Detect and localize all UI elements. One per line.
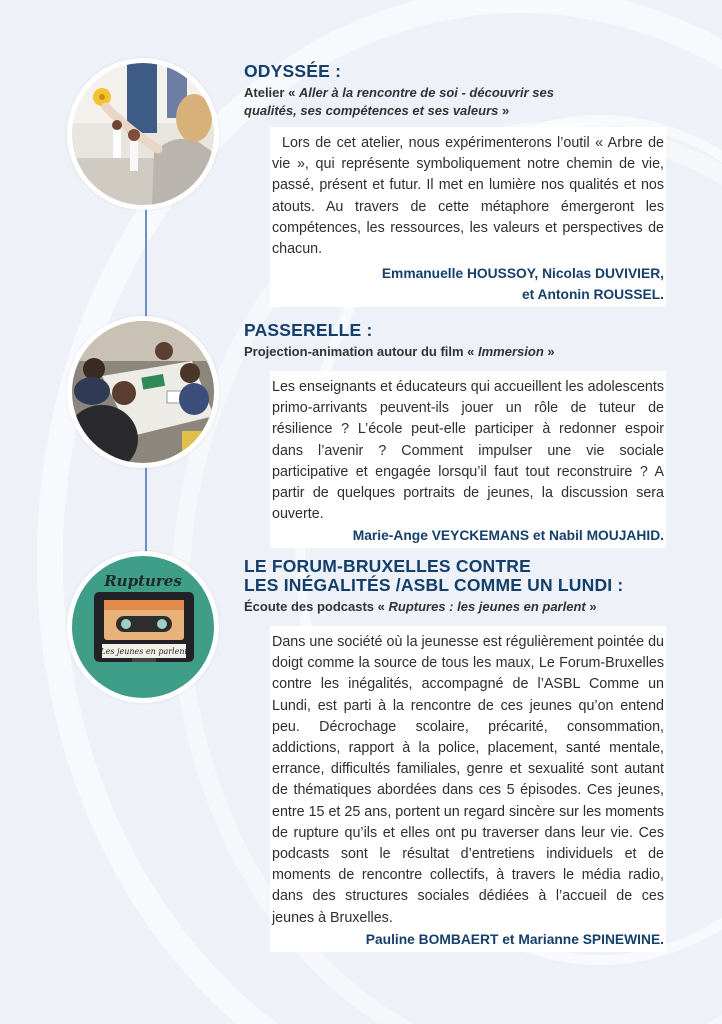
subtitle-emphasis: Immersion — [478, 344, 544, 359]
section-title: ODYSSÉE : — [244, 61, 342, 81]
timeline-connector — [145, 210, 147, 325]
section-subtitle — [244, 598, 664, 616]
section-odyssee — [244, 62, 664, 305]
description-panel — [272, 129, 664, 305]
section-title — [244, 557, 664, 595]
authors-line: Emmanuelle HOUSSOY, Nicolas DUVIVIER, — [381, 266, 664, 282]
section-forum-bruxelles — [244, 557, 664, 950]
cassette-podcast-icon — [72, 556, 214, 698]
subtitle-suffix: » — [498, 103, 510, 118]
cassette-circle-podcast — [67, 551, 219, 703]
photo-circle-passerelle — [67, 316, 219, 468]
authors-line: Pauline BOMBAERT et Marianne SPINEWINE. — [365, 931, 664, 947]
authors-line: Marie-Ange VEYCKEMANS et Nabil MOUJAHID. — [352, 528, 664, 544]
section-subtitle — [244, 343, 664, 361]
subtitle-emphasis: Ruptures : les jeunes en parlent — [388, 599, 586, 614]
description-panel — [272, 628, 664, 950]
description-panel — [272, 373, 664, 546]
title-line: LES INÉGALITÉS /ASBL COMME UN LUNDI : — [244, 575, 624, 595]
subtitle-prefix: Projection-animation autour du film « — [244, 344, 479, 359]
section-authors — [272, 929, 664, 950]
authors-line: et Antonin ROUSSEL. — [521, 287, 664, 303]
title-line: LE FORUM-BRUXELLES CONTRE — [244, 556, 531, 576]
subtitle-prefix: Écoute des podcasts « — [244, 599, 389, 614]
section-authors — [272, 525, 664, 546]
subtitle-suffix: » — [585, 599, 597, 614]
section-body: Lors de cet atelier, nous expérimenterons l’outil « Arbre de vie », qui représente symboliquement notre chemin de vie, passé, présent et futur. Il met en lumière nos qualités et nos atouts. Au travers de cette métaphore émergeront les compétences, les ressources, les valeurs et perspectives de chacun. — [272, 135, 664, 258]
section-title: PASSERELLE : — [244, 320, 373, 340]
subtitle-prefix: Atelier « — [244, 85, 299, 100]
workshop-photo-icon — [72, 63, 214, 205]
classroom-photo-icon — [72, 321, 214, 463]
section-passerelle — [244, 321, 664, 546]
section-body: Les enseignants et éducateurs qui accueillent les adolescents primo-arrivants peuvent-ils jouer un rôle de tuteur de résilience ? L’école peut-elle participer à redonner espoir dans l’avenir ? Comment impulser une vie sociale participative et engagée lorsqu’il faut tout reconstruire ? A partir de quelques portraits de jeunes, la discussion sera ouverte. — [272, 379, 664, 523]
section-authors — [272, 263, 664, 305]
section-subtitle — [244, 84, 589, 120]
section-body: Dans une société où la jeunesse est régulièrement pointée du doigt comme la source de tous les maux, Le Forum-Bruxelles contre les inégalités, accompagné de l’ASBL Comme un Lundi, est parti à la rencontre de ces jeunes qu’on entend peu. Décrochage scolaire, précarité, consommation, addictions, rapport à la police, placement, santé mentale, errance, difficultés familiales, genre et sexualité sont autant de thématiques abordées dans ces 5 épisodes. Ces jeunes, entre 15 et 25 ans, portent un regard sincère sur les moments de rupture qu’ils et elles ont pu traverser dans leur vie. Ces podcasts sont le résultat d’entretiens individuels et de moments de rencontre collectifs, à travers le média radio, dans des structures sociales dédiées à l’accueil de ces jeunes à Bruxelles. — [272, 634, 664, 926]
subtitle-suffix: » — [543, 344, 555, 359]
timeline-connector — [145, 465, 147, 560]
photo-circle-odyssee — [67, 58, 219, 210]
subtitle-emphasis: Aller à la rencontre de soi - découvrir ses qualités, ses compétences et ses valeurs — [244, 85, 554, 118]
cassette-top-text: Ruptures — [104, 572, 182, 590]
cassette-label-text: Les jeunes en parlent — [100, 647, 188, 656]
